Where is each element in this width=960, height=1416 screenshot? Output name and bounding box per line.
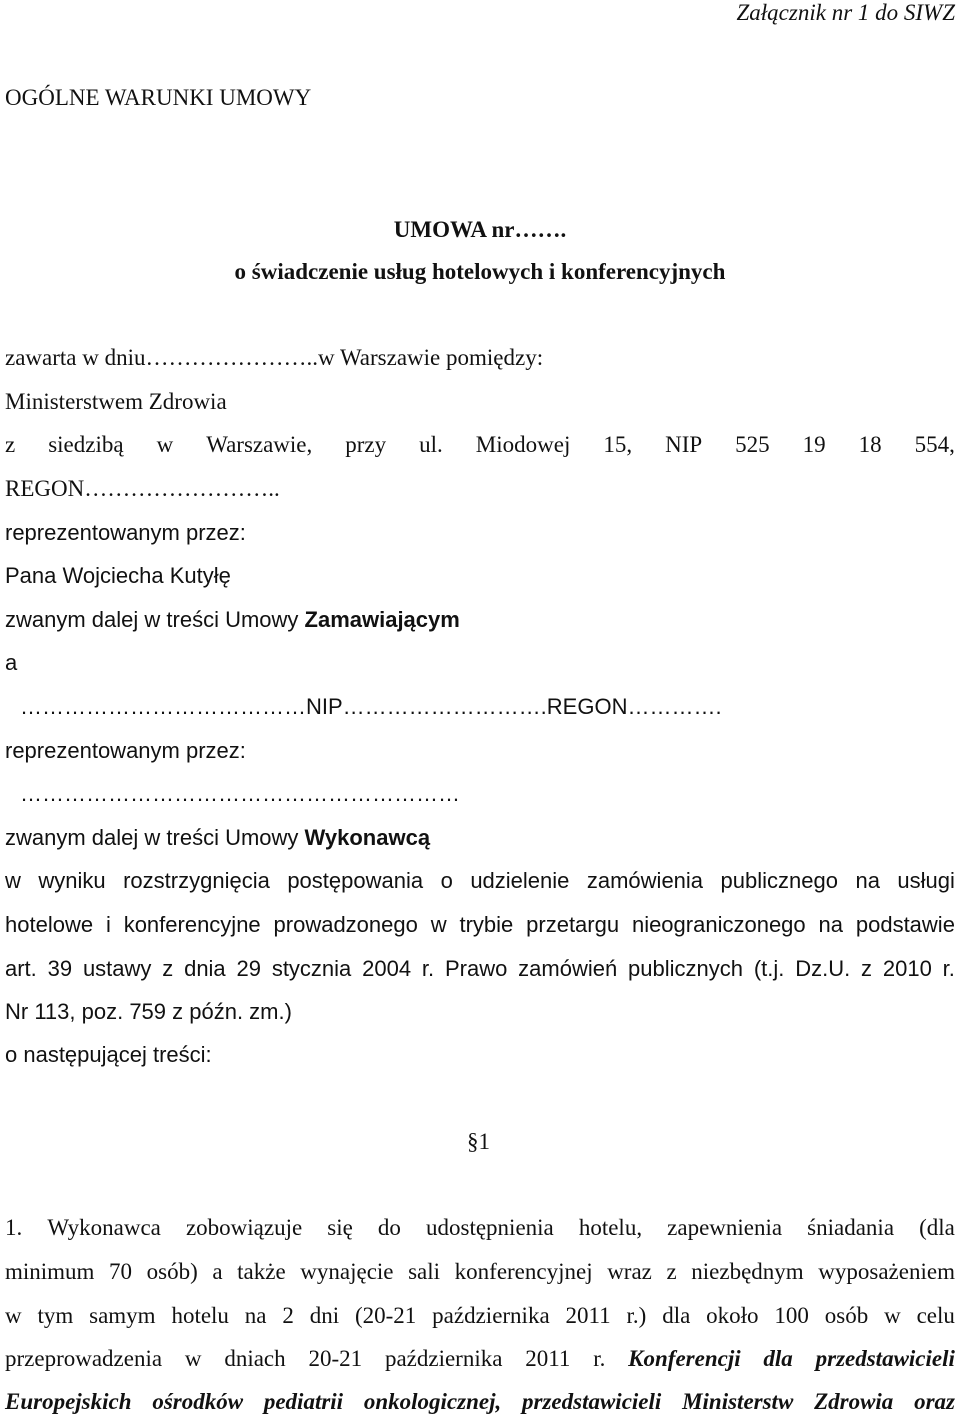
word: w — [184, 1346, 202, 1371]
word: w — [5, 1303, 22, 1328]
word: niezbędnym — [691, 1259, 804, 1284]
section1-line-4 — [5, 1345, 955, 1373]
word: z — [162, 956, 174, 981]
word: zamówień — [518, 956, 618, 981]
word: października — [384, 1346, 503, 1371]
word: Ministerstw — [682, 1389, 794, 1414]
word: zobowiązuje — [185, 1215, 303, 1240]
word: się — [327, 1215, 353, 1240]
word: śniadania — [807, 1215, 895, 1240]
party1-name: Ministerstwem Zdrowia — [5, 389, 227, 414]
section1-line-3 — [5, 1302, 955, 1330]
word: wynajęcie — [300, 1259, 394, 1284]
word: dnia — [184, 956, 226, 981]
word: r.) — [626, 1303, 647, 1328]
word: 525 — [735, 432, 770, 457]
section1-line-2 — [5, 1258, 955, 1286]
word-emphasis: dla — [763, 1346, 793, 1371]
word: na — [855, 868, 880, 893]
word: około — [706, 1303, 759, 1328]
party1-represented-by: reprezentowanym przez: — [5, 520, 246, 545]
word: hotelu — [171, 1303, 229, 1328]
word: w — [884, 1303, 901, 1328]
word: udostępnienia — [426, 1215, 554, 1240]
word: dla — [662, 1303, 691, 1328]
word: NIP — [665, 432, 703, 457]
contract-date-place: zawarta w dniu…………………..w Warszawie pomiędzy: — [5, 345, 544, 370]
tender-line-5: o następującej treści: — [5, 1042, 212, 1067]
word: Warszawie, — [206, 432, 313, 457]
party1-address — [5, 431, 955, 459]
word: przeprowadzenia — [5, 1346, 163, 1371]
word: wyposażeniem — [818, 1259, 955, 1284]
party2-role: Wykonawcą — [304, 825, 431, 850]
word: Zdrowia — [814, 1389, 894, 1414]
word: osób) — [146, 1259, 198, 1284]
word: tym — [37, 1303, 74, 1328]
word: stycznia — [271, 956, 352, 981]
word-emphasis: Konferencji — [628, 1346, 741, 1371]
word: ul. — [419, 432, 443, 457]
party1-representative: Pana Wojciecha Kutyłę — [5, 563, 231, 588]
word: a — [212, 1259, 223, 1284]
word: dni — [309, 1303, 340, 1328]
word: podstawie — [855, 912, 955, 937]
section1-line-5 — [5, 1388, 955, 1416]
word: hotelowe — [5, 912, 94, 937]
word: z — [666, 1259, 677, 1284]
word: w — [430, 912, 447, 937]
party2-nip-regon: …………………………………NIP……………………….REGON…………. — [20, 694, 722, 719]
word: 29 — [236, 956, 261, 981]
word: o — [440, 868, 453, 893]
word: Dz.U. — [795, 956, 851, 981]
contract-subject: o świadczenie usług hotelowych i konferencyjnych — [234, 259, 726, 284]
word: Miodowej — [475, 432, 571, 457]
word: przetargu — [526, 912, 620, 937]
word: konferencyjnej — [454, 1259, 593, 1284]
tender-line-1 — [5, 867, 955, 895]
word: osób — [824, 1303, 869, 1328]
word: także — [237, 1259, 286, 1284]
word: (dla — [919, 1215, 955, 1240]
word: wyniku — [38, 868, 106, 893]
word: na — [818, 912, 843, 937]
word: celu — [916, 1303, 955, 1328]
word: postępowania — [287, 868, 424, 893]
word: przedstawicieli — [522, 1389, 662, 1414]
word: Prawo — [444, 956, 508, 981]
word: ośrodków — [152, 1389, 244, 1414]
word: 554, — [914, 432, 955, 457]
party1-role: Zamawiającym — [304, 607, 460, 632]
word: minimum — [5, 1259, 95, 1284]
word: 70 — [109, 1259, 133, 1284]
word: samym — [89, 1303, 156, 1328]
word: r. — [421, 956, 435, 981]
word: 100 — [774, 1303, 809, 1328]
document-title: OGÓLNE WARUNKI UMOWY — [5, 85, 312, 110]
word: wraz — [607, 1259, 652, 1284]
word: siedzibą — [48, 432, 124, 457]
tender-line-3 — [5, 955, 955, 983]
word: 39 — [47, 956, 73, 981]
word: r. — [942, 956, 955, 981]
word: z — [861, 956, 873, 981]
word: sali — [408, 1259, 441, 1284]
party2-designation — [5, 824, 430, 852]
word: publicznego — [720, 868, 838, 893]
word: zamówienia — [586, 868, 704, 893]
word: 2004 — [362, 956, 412, 981]
word: pediatrii — [263, 1389, 344, 1414]
word: (20-21 — [354, 1303, 417, 1328]
word: art. — [5, 956, 37, 981]
party2-designation-prefix: zwanym dalej w treści Umowy — [5, 825, 305, 850]
word: rozstrzygnięcia — [123, 868, 270, 893]
word: 15, — [603, 432, 633, 457]
word: w — [5, 868, 21, 893]
party2-representative: …………………………………………………… — [20, 781, 460, 806]
word: i — [105, 912, 111, 937]
word: w — [156, 432, 174, 457]
word: przy — [345, 432, 387, 457]
word: oraz — [914, 1389, 955, 1414]
word: Wykonawca — [47, 1215, 161, 1240]
word: nieograniczonego — [631, 912, 806, 937]
word: 2 — [282, 1303, 294, 1328]
word: na — [244, 1303, 267, 1328]
word: 19 — [802, 432, 826, 457]
section-mark: §1 — [467, 1129, 490, 1154]
word: Europejskich — [5, 1389, 132, 1414]
section1-line-1 — [5, 1214, 955, 1242]
word: onkologicznej, — [363, 1389, 502, 1414]
word: dniach — [224, 1346, 286, 1371]
tender-line-4: Nr 113, poz. 759 z późn. zm.) — [5, 999, 292, 1024]
party1-designation-prefix: zwanym dalej w treści Umowy — [5, 607, 305, 632]
party2-represented-by: reprezentowanym przez: — [5, 738, 246, 763]
word: 2011 — [525, 1346, 571, 1371]
word: 18 — [858, 432, 882, 457]
word: r. — [593, 1346, 606, 1371]
word: zapewnienia — [667, 1215, 783, 1240]
conjunction: a — [5, 650, 18, 675]
word: października — [432, 1303, 550, 1328]
party1-regon: REGON…………………….. — [5, 476, 280, 501]
contract-number: UMOWA nr……. — [393, 217, 567, 242]
word: trybie — [459, 912, 514, 937]
word-emphasis: przedstawicieli — [815, 1346, 955, 1371]
word: prowadzonego — [273, 912, 418, 937]
tender-line-2 — [5, 911, 955, 939]
word: ustawy — [82, 956, 152, 981]
word: 2011 — [565, 1303, 611, 1328]
word: udzielenie — [470, 868, 570, 893]
word: 2010 — [882, 956, 932, 981]
word: konferencyjne — [123, 912, 261, 937]
word: hotelu, — [578, 1215, 643, 1240]
word: do — [377, 1215, 401, 1240]
attachment-label: Załącznik nr 1 do SIWZ — [736, 0, 955, 25]
word: z — [5, 432, 16, 457]
party1-designation — [5, 606, 460, 634]
word: publicznych — [628, 956, 743, 981]
word: 1. — [5, 1215, 23, 1240]
word: (t.j. — [753, 956, 785, 981]
word: usługi — [897, 868, 955, 893]
word: 20-21 — [308, 1346, 363, 1371]
